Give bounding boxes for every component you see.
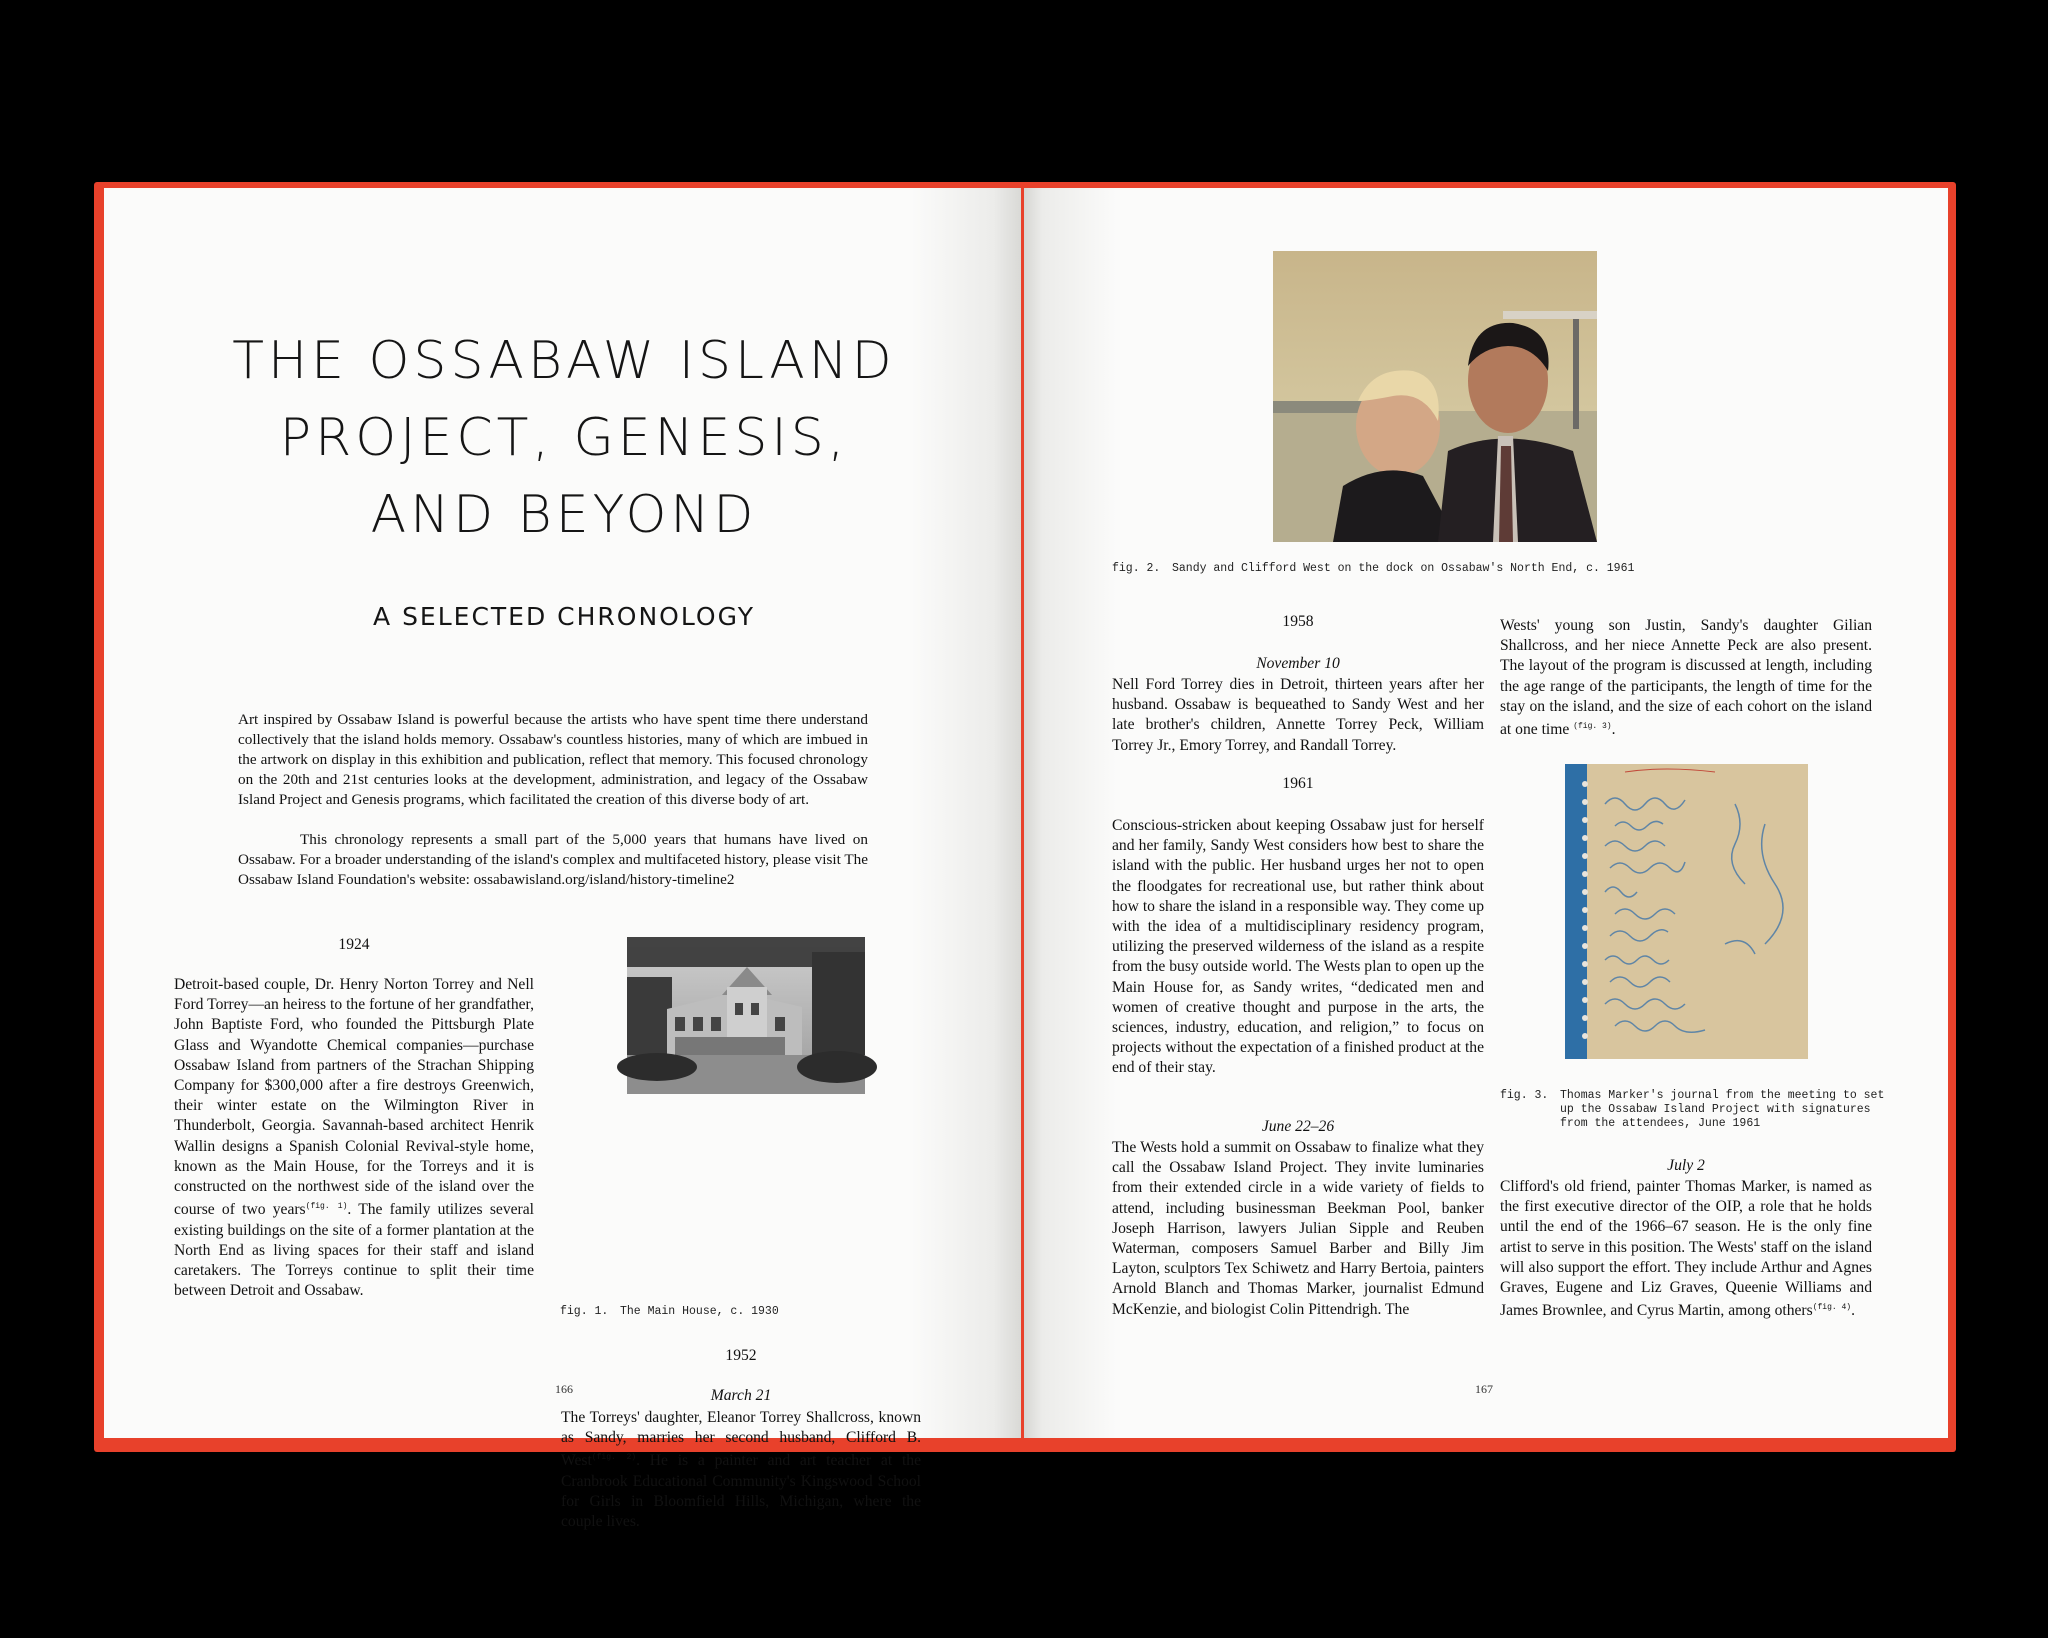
date-heading-june-22-26: June 22–26: [1261, 1118, 1335, 1135]
fig-3-caption-text: Thomas Marker's journal from the meeting to set up the Ossabaw Island Project with signatures from the attendees, June 1961: [1560, 1089, 1885, 1130]
year-heading-1958: 1958: [1282, 613, 1314, 630]
entry-july-2: Clifford's old friend, painter Thomas Marker, is named as the first executive director of the OIP, a role that he holds until the end of the 1966–67 season. He is the only fine artist to serve in this position. The Wests' staff on the island will also support the effort. They include Arthur and Agnes Graves, Eugene and Liz Graves, Queenie Williams and James Brownlee, and Cyrus Martin, among others$^{(fig. 4)}$.: [1500, 1178, 1872, 1320]
main-house-photo: [627, 937, 865, 1094]
entry-1961: Conscious-stricken about keeping Ossabaw just for herself and her family, Sandy West considers how best to share the island with the public. Her husband urges her not to open the floodgates for recreational use, but rather think about how to share the island in a responsible way. They come up with the idea of a multidisciplinary residency program, utilizing the preserved wilderness of the island as a respite from the busy outside world. The Wests plan to open up the Main House for, as Sandy writes, “dedicated men and women of creative thought and purpose in the arts, the sciences, industry, education, and religion,” to focus on projects without the expectation of a finished product at the end of their stay.: [1112, 817, 1484, 1077]
date-heading-july-2: July 2: [1667, 1157, 1705, 1174]
date-heading-november-10: November 10: [1256, 655, 1340, 672]
entry-summit-continued-text: Wests' young son Justin, Sandy's daughter Gilian Shallcross, and her niece Annette Peck are also present. The layout of the program is discussed at length, including the age range of the participants, the length of time for the stay on the island, and the size of each cohort on the island at one time: [1500, 617, 1872, 739]
fig-1-caption: [560, 1305, 940, 1319]
entry-june-summit: The Wests hold a summit on Ossabaw to finalize what they call the Ossabaw Island Project. They invite luminaries from their extended circle in a wide variety of fields to attend, including businessman Beekman Pool, banker Joseph Harrison, lawyers Julian Sipple and Reuben Waterman, composers Samuel Barber and Billy Jim Layton, sculptors Tex Schiwetz and Harry Bertoia, painters Arnold Blanch and Thomas Marker, journalist Edmund McKenzie, and biologist Colin Pittendrigh. The: [1112, 1139, 1484, 1318]
year-heading-1961: 1961: [1282, 775, 1314, 792]
chapter-title: THE OSSABAW ISLAND PROJECT, GENESIS, AND BEYOND: [232, 331, 896, 545]
thomas-marker-journal-photo: [1565, 764, 1808, 1059]
entry-summit-continued: Wests' young son Justin, Sandy's daughter Gilian Shallcross, and her niece Annette Peck are also present. The layout of the program is discussed at length, including the age range of the participants, the length of time for the stay on the island, and the size of each cohort on the island at one time $^{(fig. 3)}$.: [1500, 617, 1872, 739]
entry-1952-text-cont: . He is a painter and art teacher at the Cranbrook Educational Community's Kingswood School for Girls in Bloomfield Hills, Michigan, where the couple lives.: [561, 1452, 921, 1531]
fig-3-number: fig. 3.: [1500, 1089, 1549, 1102]
entry-1952: [561, 1408, 921, 1532]
entry-1924: [174, 975, 534, 1301]
fig-3-reference: (fig. 3): [1573, 722, 1612, 732]
chapter-subtitle: A SELECTED CHRONOLOGY: [373, 602, 755, 631]
fig-4-reference: (fig. 4): [1812, 1303, 1852, 1313]
page-number-right: 167: [1475, 1382, 1493, 1396]
entry-1958: Nell Ford Torrey dies in Detroit, thirteen years after her husband. Ossabaw is bequeathed to Sandy West and her late brother's children, Annette Torrey Peck, William Torrey Jr., Emory Torrey, and Randall Torrey.: [1112, 676, 1484, 754]
year-heading-1924: 1924: [338, 936, 370, 953]
fig-2-reference: (fig. 2): [591, 1453, 637, 1463]
entry-july-2-text: Clifford's old friend, painter Thomas Marker, is named as the first executive director of the OIP, a role that he holds until the end of the 1966–67 season. He is the only fine artist to serve in this position. The Wests' staff on the island will also support the effort. They include Arthur and Agnes Graves, Eugene and Liz Graves, Queenie Williams and James Brownlee, and Cyrus Martin, among others: [1500, 1178, 1872, 1320]
fig-1-reference: (fig. 1): [305, 1202, 348, 1212]
date-heading-march-21: March 21: [710, 1387, 772, 1404]
entry-1952-text: The Torreys' daughter, Eleanor Torrey Shallcross, known as Sandy, marries her second husband, Clifford B. West: [561, 1409, 921, 1470]
page-number-left: 166: [555, 1382, 573, 1396]
intro-paragraph-2: This chronology represents a small part of the 5,000 years that humans have lived on Ossabaw. For a broader understanding of the island's complex and multifaceted history, please visit The Ossabaw Island Foundation's website: ossabawisland.org/island/history-timeline2: [238, 831, 868, 888]
entry-1924-text-cont: . The family utilizes several existing buildings on the site of a former plantation at the North End as living spaces for their staff and island caretakers. The Torreys continue to split their time between Detroit and Ossabaw.: [174, 1201, 534, 1300]
entry-1924-text: Detroit-based couple, Dr. Henry Norton Torrey and Nell Ford Torrey—an heiress to the fortune of her grandfather, John Baptiste Ford, who founded the Pittsburgh Plate Glass and Wyandotte Chemical companies—purchase Ossabaw Island from partners of the Strachan Shipping Company for $300,000 after a fire destroys Greenwich, their winter estate on the Wilmington River in Thunderbolt, Georgia. Savannah-based architect Henrik Wallin designs a Spanish Colonial Revival-style home, known as the Main House, for the Torreys and it is constructed on the northwest side of the island over the course of two years: [174, 976, 534, 1219]
right-page: [1024, 188, 1948, 1438]
fig-2-caption-text: Sandy and Clifford West on the dock on Ossabaw's North End, c. 1961: [1172, 562, 1635, 575]
fig-1-caption-text: The Main House, c. 1930: [620, 1305, 779, 1318]
fig-3-caption: [1500, 1089, 1890, 1131]
fig-2-caption: [1112, 562, 1912, 576]
sandy-clifford-photo: [1273, 251, 1597, 542]
fig-1-number: fig. 1.: [560, 1305, 609, 1318]
fig-2-number: fig. 2.: [1112, 562, 1161, 575]
year-heading-1952: 1952: [725, 1347, 757, 1364]
intro-paragraph-1: Art inspired by Ossabaw Island is powerful because the artists who have spent time there understand collectively that the island holds memory. Ossabaw's countless histories, many of which are imbued in the artwork on display in this exhibition and publication, reflect that memory. This focused chronology on the 20th and 21st centuries looks at the development, administration, and legacy of the Ossabaw Island Project and Genesis programs, which facilitated the creation of this diverse body of art.: [238, 711, 868, 808]
left-page: [104, 188, 1021, 1531]
